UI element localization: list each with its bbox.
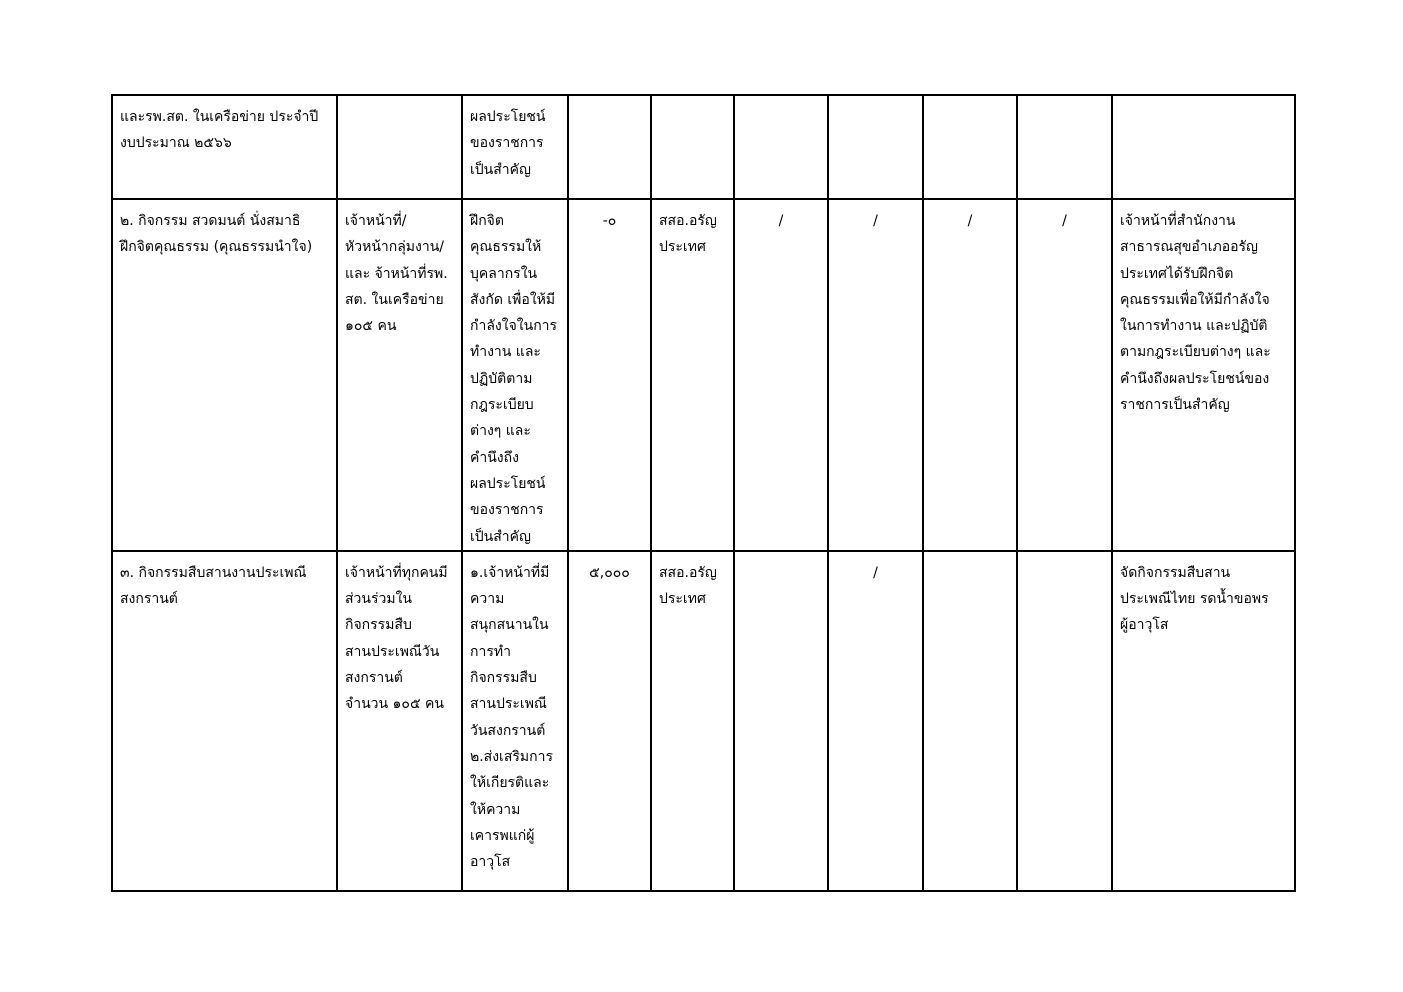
quarter-1-cell — [734, 551, 828, 891]
responsible-cell — [651, 95, 734, 199]
quarter-1-cell — [734, 95, 828, 199]
quarter-4-cell — [1017, 95, 1112, 199]
activity-cell: ๓. กิจกรรมสืบสานงานประเพณี สงกรานต์ — [112, 551, 337, 891]
quarter-1-cell: / — [734, 199, 828, 551]
quarter-3-cell — [923, 551, 1017, 891]
quarter-3-cell — [923, 95, 1017, 199]
activity-cell: และรพ.สต. ในเครือข่าย ประจำปี งบประมาณ ๒๕๖๖ — [112, 95, 337, 199]
responsible-cell: สสอ.อรัญ ประเทศ — [651, 551, 734, 891]
quarter-3-cell: / — [923, 199, 1017, 551]
result-cell: เจ้าหน้าที่สำนักงาน สาธารณสุขอำเภออรัญ ประเทศได้รับฝึกจิต คุณธรรมเพื่อให้มีกำลังใจ ในการทำงาน และปฏิบัติ ตามกฎระเบียบต่างๆ และ คำนึงถึงผลประโยชน์ของ ราชการเป็นสำคัญ — [1112, 199, 1295, 551]
objective-cell: ผลประโยชน์ ของราชการ เป็นสำคัญ — [462, 95, 568, 199]
quarter-2-cell — [828, 95, 923, 199]
objective-cell: ฝึกจิต คุณธรรมให้ บุคลากรใน สังกัด เพื่อให้มี กำลังใจในการ ทำงาน และ ปฏิบัติตาม กฎระเบียบ ต่างๆ และ คำนึงถึง ผลประโยชน์ ของราชการ เป็นสำคัญ — [462, 199, 568, 551]
activity-plan-table — [111, 94, 1296, 892]
table-row — [112, 199, 1295, 551]
target-cell — [337, 95, 462, 199]
quarter-2-cell: / — [828, 551, 923, 891]
responsible-cell: สสอ.อรัญ ประเทศ — [651, 199, 734, 551]
table-row — [112, 95, 1295, 199]
quarter-4-cell: / — [1017, 199, 1112, 551]
activity-cell: ๒. กิจกรรม สวดมนต์ นั่งสมาธิ ฝึกจิตคุณธรรม (คุณธรรมนำใจ) — [112, 199, 337, 551]
budget-cell — [568, 95, 651, 199]
quarter-2-cell: / — [828, 199, 923, 551]
result-cell — [1112, 95, 1295, 199]
target-cell: เจ้าหน้าที่/ หัวหน้ากลุ่มงาน/ และ จ้าหน้าที่รพ. สต. ในเครือข่าย ๑๐๕ คน — [337, 199, 462, 551]
quarter-4-cell — [1017, 551, 1112, 891]
objective-cell: ๑.เจ้าหน้าที่มี ความ สนุกสนานใน การทำ กิจกรรมสืบ สานประเพณี วันสงกรานต์ ๒.ส่งเสริมการ ให้เกียรติและ ให้ความ เคารพแก่ผู้ อาวุโส — [462, 551, 568, 891]
budget-cell: ๕,๐๐๐ — [568, 551, 651, 891]
budget-cell: -๐ — [568, 199, 651, 551]
table-row — [112, 551, 1295, 891]
result-cell: จัดกิจกรรมสืบสาน ประเพณีไทย รดน้ำขอพร ผู้อาวุโส — [1112, 551, 1295, 891]
target-cell: เจ้าหน้าที่ทุกคนมี ส่วนร่วมใน กิจกรรมสืบ สานประเพณีวัน สงกรานต์ จำนวน ๑๐๕ คน — [337, 551, 462, 891]
